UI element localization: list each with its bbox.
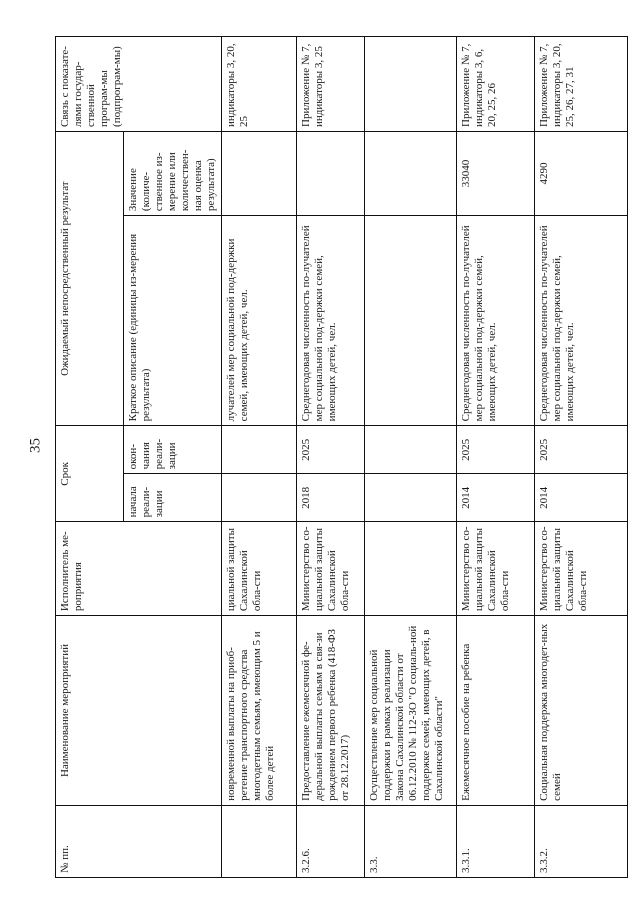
cell-num: 3.3. [364,805,456,877]
table-row [296,37,364,878]
cell-end: 2025 [296,426,364,474]
cell-num [221,805,296,877]
cell-executor: Министерство со-циальной защиты Сахалинской обла-сти [534,522,627,616]
cell-end [364,426,456,474]
cell-num: 3.3.1. [456,805,534,877]
table-row [534,37,627,878]
table-row [364,37,456,878]
cell-end: 2025 [456,426,534,474]
cell-end [221,426,296,474]
cell-desc: Среднегодовая численность по-лучателей мер социальной под-держки семей, имеющих детей, чел. [534,216,627,426]
cell-start [364,474,456,522]
cell-value [364,131,456,215]
cell-value: 33040 [456,131,534,215]
page-number: 35 [27,438,44,453]
cell-link: Приложение № 7, индикаторы 3, 25 [296,37,364,132]
cell-desc [364,216,456,426]
cell-value [221,131,296,215]
cell-value: 4290 [534,131,627,215]
cell-desc: Среднегодовая численность по-лучателей мер социальной под-держки семей, имеющих детей, чел. [296,216,364,426]
cell-link: Приложение № 7, индикаторы 3, 6, 20, 25, 26 [456,37,534,132]
table-row [221,37,296,878]
rotated-table-container [55,36,607,878]
cell-start [221,474,296,522]
header-result-desc: Краткое описание (единицы из-мерения результата) [124,216,222,426]
cell-desc: Среднегодовая численность по-лучателей мер социальной под-держки семей, имеющих детей, чел. [456,216,534,426]
header-result: Ожидаемый непосредственный результат [56,131,124,425]
cell-start: 2014 [456,474,534,522]
header-name: Наименование мероприятий [56,616,222,806]
cell-executor: Министерство со-циальной защиты Сахалинской обла-сти [296,522,364,616]
cell-desc: лучателей мер социальной под-держки семей, имеющих детей, чел. [221,216,296,426]
cell-end: 2025 [534,426,627,474]
cell-name: Ежемесячное пособие на ребенка [456,616,534,806]
table-row [456,37,534,878]
cell-start: 2018 [296,474,364,522]
cell-link: индикаторы 3, 20, 25 [221,37,296,132]
header-row-1 [56,37,124,878]
header-link: Связь с показате-лями государ-ственной програм-мы (подпрограм-мы) [56,37,222,132]
cell-name: Социальная поддержка многодет-ных семей [534,616,627,806]
cell-name: Осуществление мер социальной поддержки в рамках реализации Закона Сахалинской области от 06.12.2010 № 112-ЗО "О социаль-ной поддержке семей, имеющих детей, в Сахалинской области" [364,616,456,806]
cell-executor [364,522,456,616]
header-num: № пп. [56,805,222,877]
cell-value [296,131,364,215]
cell-start: 2014 [534,474,627,522]
cell-link [364,37,456,132]
cell-name: Предоставление ежемесячной фе-деральной выплаты семьям в свя-зи рождением первого ребенка (418-ФЗ от 28.12.2017) [296,616,364,806]
cell-executor: циальной защиты Сахалинской обла-сти [221,522,296,616]
header-term: Срок [56,426,124,522]
header-result-value: Значение (количе-ственное из-мерение или количествен-ная оценка результата) [124,131,222,215]
cell-num: 3.3.2. [534,805,627,877]
cell-executor: Министерство со-циальной защиты Сахалинской обла-сти [456,522,534,616]
cell-num: 3.2.6. [296,805,364,877]
cell-name: новременной выплаты на приоб-ретение транспортного средства многодетным семьям, имеющим 5 и более детей [221,616,296,806]
header-term-start: начала реали-зации [124,474,222,522]
header-executor: Исполнитель ме-роприятия [56,522,222,616]
header-term-end: окон-чания реали-зации [124,426,222,474]
cell-link: Приложение № 7, индикаторы 3, 20, 25, 26, 27, 31 [534,37,627,132]
activities-table [55,36,628,878]
